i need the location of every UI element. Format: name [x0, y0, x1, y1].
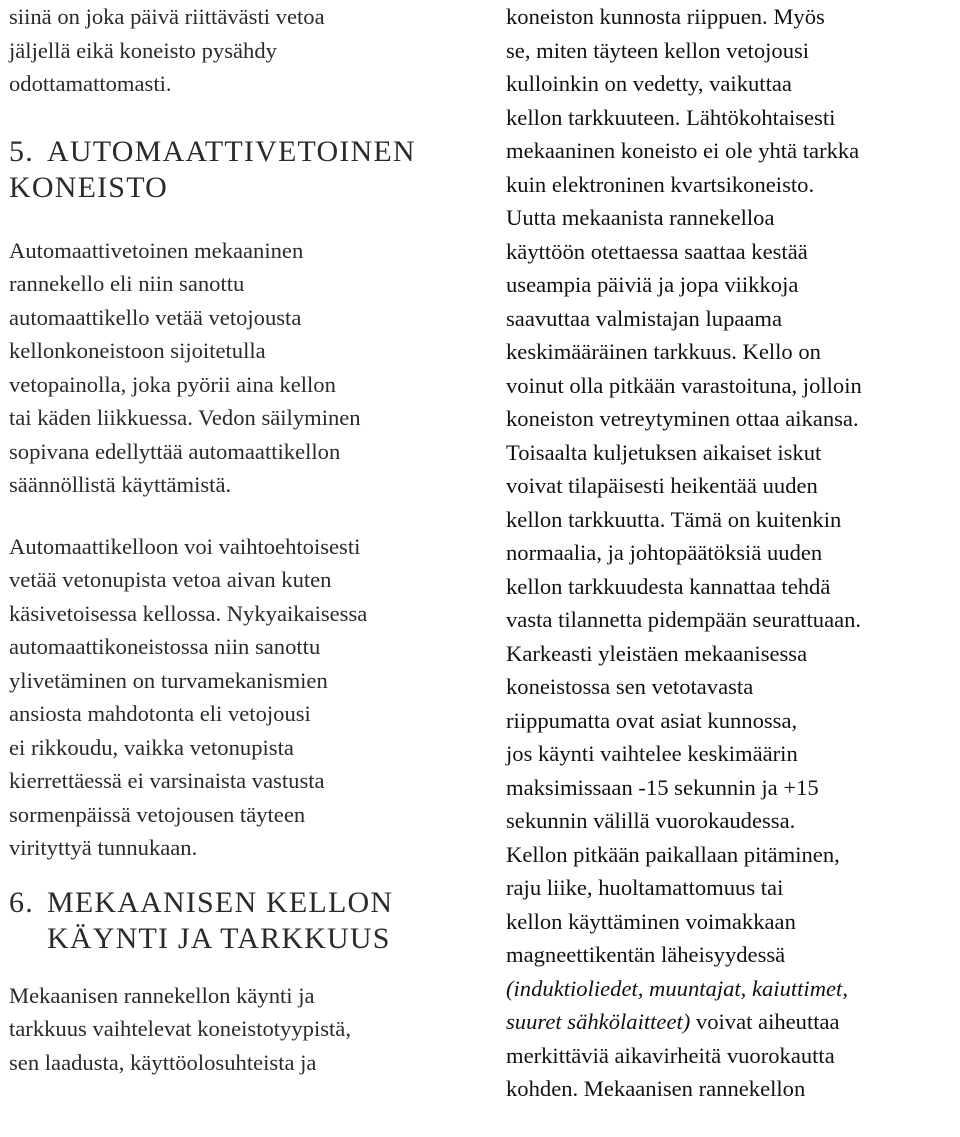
- text-line: kuin elektroninen kvartsikoneisto.: [506, 171, 815, 197]
- paragraph-2: [9, 530, 479, 865]
- text-line: koneiston vetreytyminen ottaa aikansa.: [506, 406, 859, 431]
- text-line: ylivetäminen on turvamekanismien: [9, 667, 328, 693]
- text-line: jos käynti vaihtelee keskimäärin: [506, 741, 798, 766]
- section-number: 6.: [9, 885, 34, 919]
- paragraph-1: [9, 234, 479, 502]
- text-line: keskimääräinen tarkkuus. Kello on: [506, 339, 821, 364]
- text-line: Karkeasti yleistäen mekaanisessa: [506, 640, 808, 666]
- text-line: tai käden liikkuessa. Vedon säilyminen: [9, 405, 361, 430]
- text-line: voivat tilapäisesti heikentää uuden: [506, 473, 818, 498]
- heading-line: AUTOMAATTIVETOINEN: [47, 134, 416, 168]
- text-line: Kellon pitkään paikallaan pitäminen,: [506, 841, 840, 867]
- heading-line: KONEISTO: [9, 170, 169, 204]
- text-line: saavuttaa valmistajan lupaama: [506, 305, 783, 331]
- left-column: [9, 0, 479, 1079]
- text-line: riippumatta ovat asiat kunnossa,: [506, 707, 798, 733]
- text-line: Toisaalta kuljetuksen aikaiset iskut: [506, 439, 822, 465]
- text-line: säännöllistä käyttämistä.: [9, 472, 232, 497]
- text-line: vetää vetonupista vetoa aivan kuten: [9, 567, 332, 592]
- text-line: sen laadusta, käyttöolosuhteista ja: [9, 1049, 317, 1075]
- section-heading-6: [9, 885, 479, 957]
- text-line: vasta tilannetta pidempään seurattuaan.: [506, 607, 862, 632]
- heading-line: MEKAANISEN KELLON: [47, 885, 394, 919]
- text-line: ansiosta mahdotonta eli vetojousi: [9, 701, 311, 726]
- text-line: kellon tarkkuudesta kannattaa tehdä: [506, 573, 831, 599]
- text-line: magneettikentän läheisyydessä: [506, 942, 786, 967]
- paragraph-3: [9, 979, 479, 1080]
- right-paragraph: [506, 0, 958, 1106]
- intro-text: [9, 0, 479, 101]
- text-line: kellon tarkkuuteen. Lähtökohtaisesti: [506, 104, 836, 130]
- text-line: virityttyä tunnukaan.: [9, 835, 198, 860]
- text-line: normaalia, ja johtopäätöksiä uuden: [506, 540, 823, 565]
- text-line: odottamattomasti.: [9, 71, 172, 96]
- text-line: siinä on joka päivä riittävästi vetoa: [9, 4, 325, 29]
- section-heading-5: [9, 134, 479, 206]
- text-line: kellon käyttäminen voimakkaan: [506, 908, 796, 934]
- mixed-text-line: [506, 1005, 958, 1039]
- text-line: Automaattikelloon voi vaihtoehtoisesti: [9, 533, 361, 559]
- text-line: useampia päiviä ja jopa viikkoja: [506, 272, 799, 297]
- right-column: [506, 0, 958, 1106]
- text-line: se, miten täyteen kellon vetojousi: [506, 37, 810, 63]
- text-line: ei rikkoudu, vaikka vetonupista: [9, 734, 294, 760]
- normal-span: voivat aiheuttaa: [690, 1009, 840, 1034]
- text-line: kellon tarkkuutta. Tämä on kuitenkin: [506, 506, 842, 532]
- text-line: raju liike, huoltamattomuus tai: [506, 875, 784, 900]
- text-line: automaattikello vetää vetojousta: [9, 304, 302, 330]
- text-line: käyttöön otettaessa saattaa kestää: [506, 238, 808, 264]
- text-line: koneiston kunnosta riippuen. Myös: [506, 4, 825, 29]
- text-line: vetopainolla, joka pyörii aina kellon: [9, 371, 336, 397]
- text-line: merkittäviä aikavirheitä vuorokautta: [506, 1042, 835, 1068]
- text-line: maksimissaan -15 sekunnin ja +15: [506, 774, 819, 800]
- section-number: 5.: [9, 134, 34, 168]
- text-line: sormenpäissä vetojousen täyteen: [9, 801, 306, 827]
- italic-text-line: (induktioliedet, muuntajat, kaiuttimet,: [506, 975, 848, 1001]
- text-line: rannekello eli niin sanottu: [9, 271, 245, 296]
- text-line: automaattikoneistossa niin sanottu: [9, 634, 321, 659]
- text-line: jäljellä eikä koneisto pysähdy: [9, 37, 277, 63]
- text-line: sopivana edellyttää automaattikellon: [9, 438, 341, 464]
- heading-line: KÄYNTI JA TARKKUUS: [47, 921, 391, 955]
- text-line: kellonkoneistoon sijoitetulla: [9, 338, 266, 363]
- text-line: Mekaanisen rannekellon käynti ja: [9, 982, 315, 1008]
- text-line: sekunnin välillä vuorokaudessa.: [506, 808, 796, 833]
- text-line: käsivetoisessa kellossa. Nykyaikaisessa: [9, 600, 368, 626]
- text-line: koneistossa sen vetotavasta: [506, 674, 754, 699]
- text-line: mekaaninen koneisto ei ole yhtä tarkka: [506, 138, 860, 163]
- text-line: kulloinkin on vedetty, vaikuttaa: [506, 71, 792, 96]
- italic-span: suuret sähkölaitteet): [506, 1009, 691, 1034]
- text-line: kohden. Mekaanisen rannekellon: [506, 1076, 806, 1101]
- text-line: kierrettäessä ei varsinaista vastusta: [9, 768, 325, 793]
- text-line: Automaattivetoinen mekaaninen: [9, 237, 304, 263]
- text-line: Uutta mekaanista rannekelloa: [506, 205, 775, 230]
- text-line: tarkkuus vaihtelevat koneistotyypistä,: [9, 1016, 351, 1041]
- text-line: voinut olla pitkään varastoituna, jolloin: [506, 372, 862, 398]
